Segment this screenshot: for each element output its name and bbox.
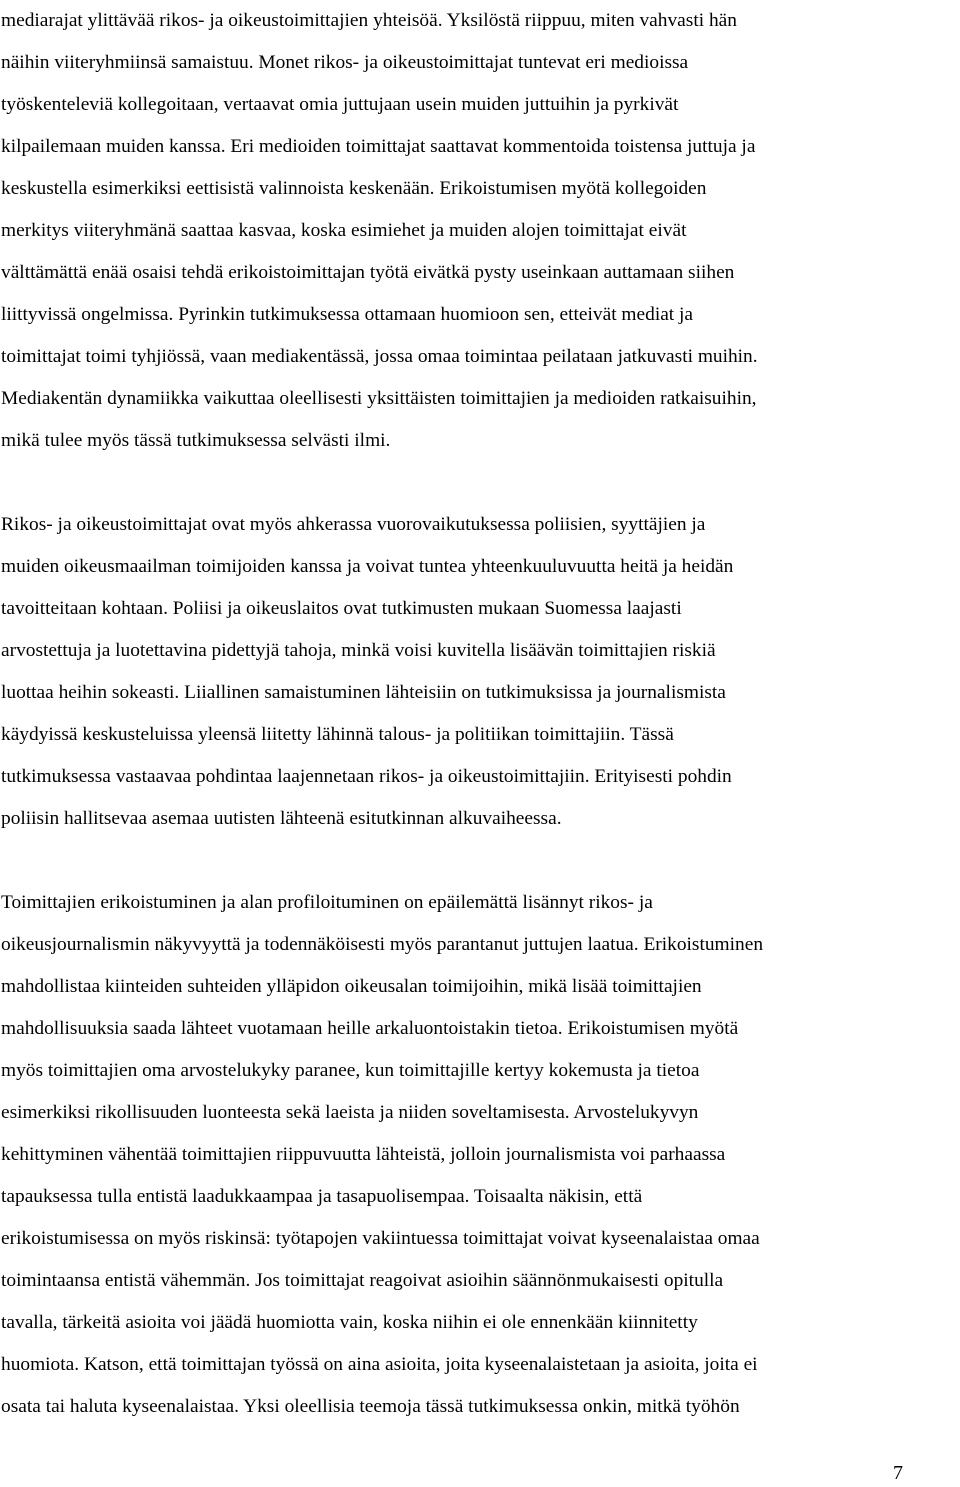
paragraph-gap <box>0 840 960 882</box>
paragraph-3 <box>0 882 960 1428</box>
text-line: toimintaansa entistä vähemmän. Jos toimittajat reagoivat asioihin säännönmukaisesti opitulla <box>1 1270 724 1291</box>
text-line: oikeusjournalismin näkyvyyttä ja todennäköisesti myös parantanut juttujen laatua. Erikoistuminen <box>1 934 764 955</box>
paragraph-gap <box>0 462 960 504</box>
text-line: toimittajat toimi tyhjiössä, vaan mediakentässä, jossa omaa toimintaa peilataan jatkuvasti muihin. <box>1 346 758 367</box>
text-line: esimerkiksi rikollisuuden luonteesta sekä laeista ja niiden soveltamisesta. Arvostelukyvyn <box>1 1102 699 1123</box>
page-number: 7 <box>893 1462 903 1484</box>
text-line: kilpailemaan muiden kanssa. Eri medioiden toimittajat saattavat kommentoida toistensa juttuja ja <box>1 136 756 157</box>
text-line: mahdollisuuksia saada lähteet vuotamaan heille arkaluontoistakin tietoa. Erikoistumisen myötä <box>1 1018 739 1039</box>
text-line: mikä tulee myös tässä tutkimuksessa selvästi ilmi. <box>1 430 391 451</box>
text-line: tutkimuksessa vastaavaa pohdintaa laajennetaan rikos- ja oikeustoimittajiin. Erityisesti pohdin <box>1 766 732 787</box>
text-line: liittyvissä ongelmissa. Pyrinkin tutkimuksessa ottamaan huomioon sen, etteivät mediat ja <box>1 304 694 325</box>
text-line: muiden oikeusmaailman toimijoiden kanssa ja voivat tuntea yhteenkuuluvuutta heitä ja heidän <box>1 556 734 577</box>
paragraph-1 <box>0 0 960 462</box>
text-line: erikoistumisessa on myös riskinsä: työtapojen vakiintuessa toimittajat voivat kyseenalaistaa omaa <box>1 1228 760 1249</box>
text-line: näihin viiteryhmiinsä samaistuu. Monet rikos- ja oikeustoimittajat tuntevat eri medioissa <box>1 52 689 73</box>
text-line: tavalla, tärkeitä asioita voi jäädä huomiotta vain, koska niihin ei ole ennenkään kiinnitetty <box>1 1312 698 1333</box>
text-line: huomiota. Katson, että toimittajan työssä on aina asioita, joita kyseenalaistetaan ja asioita, joita ei <box>1 1354 758 1375</box>
text-line: Rikos- ja oikeustoimittajat ovat myös ahkerassa vuorovaikutuksessa poliisien, syyttäjien ja <box>1 514 706 535</box>
paragraph-2 <box>0 504 960 840</box>
text-line: keskustella esimerkiksi eettisistä valinnoista keskenään. Erikoistumisen myötä kollegoiden <box>1 178 707 199</box>
text-line: Toimittajien erikoistuminen ja alan profiloituminen on epäilemättä lisännyt rikos- ja <box>1 892 653 913</box>
text-line: käydyissä keskusteluissa yleensä liitetty lähinnä talous- ja politiikan toimittajiin. Tässä <box>1 724 674 745</box>
text-line: Mediakentän dynamiikka vaikuttaa oleellisesti yksittäisten toimittajien ja medioiden ratkaisuihin, <box>1 388 757 409</box>
text-line: tapauksessa tulla entistä laadukkaampaa ja tasapuolisempaa. Toisaalta näkisin, että <box>1 1186 643 1207</box>
text-line: mediarajat ylittävää rikos- ja oikeustoimittajien yhteisöä. Yksilöstä riippuu, miten vahvasti hän <box>1 10 737 31</box>
text-line: arvostettuja ja luotettavina pidettyjä tahoja, minkä voisi kuvitella lisäävän toimittajien riskiä <box>1 640 716 661</box>
text-line: tavoitteitaan kohtaan. Poliisi ja oikeuslaitos ovat tutkimusten mukaan Suomessa laajasti <box>1 598 682 619</box>
text-line: myös toimittajien oma arvostelukyky paranee, kun toimittajille kertyy kokemusta ja tietoa <box>1 1060 700 1081</box>
text-line: poliisin hallitsevaa asemaa uutisten lähteenä esitutkinnan alkuvaiheessa. <box>1 808 562 829</box>
text-line: merkitys viiteryhmänä saattaa kasvaa, koska esimiehet ja muiden alojen toimittajat eivät <box>1 220 687 241</box>
text-line: osata tai haluta kyseenalaistaa. Yksi oleellisia teemoja tässä tutkimuksessa onkin, mitkä työhön <box>1 1396 740 1417</box>
text-line: työskenteleviä kollegoitaan, vertaavat omia juttujaan usein muiden juttuihin ja pyrkivät <box>1 94 679 115</box>
text-line: kehittyminen vähentää toimittajien riippuvuutta lähteistä, jolloin journalismista voi parhaassa <box>1 1144 726 1165</box>
text-line: välttämättä enää osaisi tehdä erikoistoimittajan työtä eivätkä pysty useinkaan auttamaan siihen <box>1 262 735 283</box>
text-line: luottaa heihin sokeasti. Liiallinen samaistuminen lähteisiin on tutkimuksissa ja journalismista <box>1 682 726 703</box>
text-line: mahdollistaa kiinteiden suhteiden ylläpidon oikeusalan toimijoihin, mikä lisää toimittajien <box>1 976 702 997</box>
